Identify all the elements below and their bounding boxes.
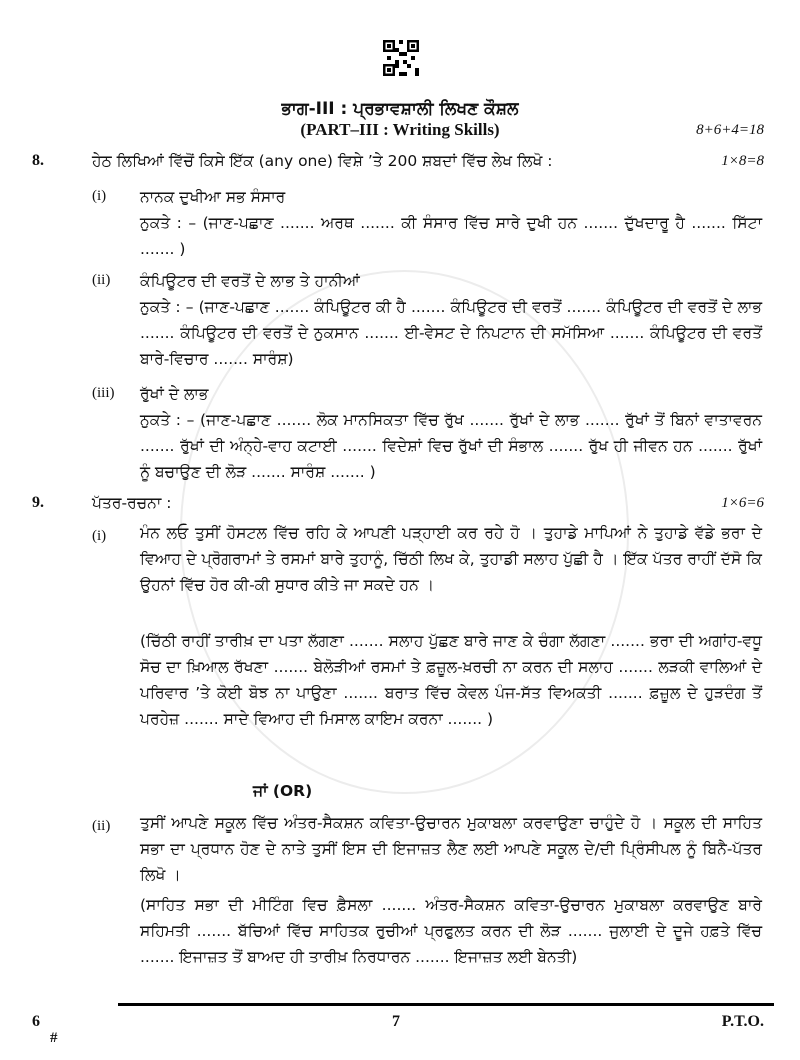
question-8-number: 8. [32,152,44,169]
footer-code: 6 [32,1013,40,1030]
question-8-instruction: ਹੇਠ ਲਿਖਿਆਂ ਵਿੱਚੋਂ ਕਿਸੇ ਇੱਕ (any one) ਵਿਸ਼ੇ ’ਤੇ 200 ਸ਼ਬਦਾਂ ਵਿੱਚ ਲੇਖ ਲਿਖੋ : [92,152,553,170]
q8-option-2-points: ਨੁਕਤੇ : – (ਜਾਣ-ਪਛਾਣ ....... ਕੰਪਿਊਟਰ ਕੀ ਹੈ ....... ਕੰਪਿਊਟਰ ਦੀ ਵਰਤੋਂ ....... ਕੰਪਿਊਟਰ ਦੀ ਵਰਤੋਂ ਦੇ ਲਾਭ ....... ਕੰਪਿਊਟਰ ਦੀ ਵਰਤੋਂ ਦੇ ਨੁਕਸਾਨ ....... ਈ-ਵੇਸਟ ਦੇ ਨਿਪਟਾਨ ਦੀ ਸਮੱਸਿਆ ....... ਕੰਪਿਊਟਰ ਦੀ ਵਰਤੋਂ ਬਾਰੇ-ਵਿਚਾਰ ....... ਸਾਰੰਸ਼) [140,298,762,368]
q8-option-2-number: (ii) [92,272,111,288]
qr-code-icon [383,40,419,76]
q8-option-1-title: ਨਾਨਕ ਦੁਖੀਆ ਸਭ ਸੰਸਾਰ [140,188,286,206]
page-number: 7 [392,1013,400,1030]
question-9-marks: 1×6=6 [721,495,764,511]
q9-option-2-number: (ii) [92,818,111,834]
question-9-number: 9. [32,494,44,511]
section-total-marks: 8+6+4=18 [696,122,764,138]
q8-option-1-points: ਨੁਕਤੇ : – (ਜਾਣ-ਪਛਾਣ ....... ਅਰਥ ....... ਕੀ ਸੰਸਾਰ ਵਿੱਚ ਸਾਰੇ ਦੁਖੀ ਹਨ ....... ਦੁੱਖਦਾਰੂ ਹੈ ....... ਸਿੱਟਾ ....... ) [140,214,762,258]
q9-option-1-number: (i) [92,528,107,544]
section-title-english: (PART–III : Writing Skills) [300,120,500,139]
section-title-punjabi: ਭਾਗ-III : ਪ੍ਰਭਾਵਸ਼ਾਲੀ ਲਿਖਣ ਕੌਸ਼ਲ [281,99,519,119]
q8-option-2-title: ਕੰਪਿਊਟਰ ਦੀ ਵਰਤੋਂ ਦੇ ਲਾਭ ਤੇ ਹਾਨੀਆਂ [140,272,360,290]
q9-option-2-points: (ਸਾਹਿਤ ਸਭਾ ਦੀ ਮੀਟਿੰਗ ਵਿਚ ਫ਼ੈਸਲਾ ....... ਅੰਤਰ-ਸੈਕਸ਼ਨ ਕਵਿਤਾ-ਉਚਾਰਨ ਮੁਕਾਬਲਾ ਕਰਵਾਉਣ ਬਾਰੇ ਸਹਿਮਤੀ ....... ਬੱਚਿਆਂ ਵਿੱਚ ਸਾਹਿਤਕ ਰੁਚੀਆਂ ਪ੍ਰਫੁਲਤ ਕਰਨ ਦੀ ਲੋੜ ....... ਜੁਲਾਈ ਦੇ ਦੂਜੇ ਹਫ਼ਤੇ ਵਿੱਚ ....... ਇਜਾਜ਼ਤ ਤੋਂ ਬਾਅਦ ਹੀ ਤਾਰੀਖ਼ ਨਿਰਧਾਰਨ ....... ਇਜਾਜ਼ਤ ਲਈ ਬੇਨਤੀ) [140,896,762,966]
question-8-marks: 1×8=8 [721,153,764,169]
q8-option-1-number: (i) [92,188,107,204]
footer-hash: # [50,1030,58,1046]
q9-option-1-text: ਮੰਨ ਲਓ ਤੁਸੀਂ ਹੋਸਟਲ ਵਿੱਚ ਰਹਿ ਕੇ ਆਪਣੀ ਪੜ੍ਹਾਈ ਕਰ ਰਹੇ ਹੋ । ਤੁਹਾਡੇ ਮਾਪਿਆਂ ਨੇ ਤੁਹਾਡੇ ਵੱਡੇ ਭਰਾ ਦੇ ਵਿਆਹ ਦੇ ਪ੍ਰੋਗਰਾਮਾਂ ਤੇ ਰਸਮਾਂ ਬਾਰੇ ਤੁਹਾਨੂੰ, ਚਿੱਠੀ ਲਿਖ ਕੇ, ਤੁਹਾਡੀ ਸਲਾਹ ਪੁੱਛੀ ਹੈ । ਇੱਕ ਪੱਤਰ ਰਾਹੀਂ ਦੱਸੋ ਕਿ ਉਹਨਾਂ ਵਿੱਚ ਹੋਰ ਕੀ-ਕੀ ਸੁਧਾਰ ਕੀਤੇ ਜਾ ਸਕਦੇ ਹਨ । [140,524,762,594]
q9-option-1-points: (ਚਿੱਠੀ ਰਾਹੀਂ ਤਾਰੀਖ਼ ਦਾ ਪਤਾ ਲੱਗਣਾ ....... ਸਲਾਹ ਪੁੱਛਣ ਬਾਰੇ ਜਾਣ ਕੇ ਚੰਗਾ ਲੱਗਣਾ ....... ਭਰਾ ਦੀ ਅਗਾਂਹ-ਵਧੂ ਸੋਚ ਦਾ ਖ਼ਿਆਲ ਰੱਖਣਾ ....... ਬੇਲੋੜੀਆਂ ਰਸਮਾਂ ਤੇ ਫ਼ਜ਼ੂਲ-ਖ਼ਰਚੀ ਨਾ ਕਰਨ ਦੀ ਸਲਾਹ ....... ਲੜਕੀ ਵਾਲਿਆਂ ਦੇ ਪਰਿਵਾਰ ’ਤੇ ਕੋਈ ਬੋਝ ਨਾ ਪਾਉਣਾ ....... ਬਰਾਤ ਵਿੱਚ ਕੇਵਲ ਪੰਜ-ਸੱਤ ਵਿਅਕਤੀ ....... ਫ਼ਜ਼ੂਲ ਦੇ ਹੁੜਦੰਗ ਤੋਂ ਪਰਹੇਜ਼ ....... ਸਾਦੇ ਵਿਆਹ ਦੀ ਮਿਸਾਲ ਕਾਇਮ ਕਰਨਾ ....... ) [140,632,762,728]
q9-option-2-text: ਤੁਸੀਂ ਆਪਣੇ ਸਕੂਲ ਵਿੱਚ ਅੰਤਰ-ਸੈਕਸ਼ਨ ਕਵਿਤਾ-ਉਚਾਰਨ ਮੁਕਾਬਲਾ ਕਰਵਾਉਣਾ ਚਾਹੁੰਦੇ ਹੋ । ਸਕੂਲ ਦੀ ਸਾਹਿਤ ਸਭਾ ਦਾ ਪ੍ਰਧਾਨ ਹੋਣ ਦੇ ਨਾਤੇ ਤੁਸੀਂ ਇਸ ਦੀ ਇਜਾਜ਼ਤ ਲੈਣ ਲਈ ਆਪਣੇ ਸਕੂਲ ਦੇ/ਦੀ ਪ੍ਰਿੰਸੀਪਲ ਨੂੰ ਬਿਨੈ-ਪੱਤਰ ਲਿਖੋ । [140,814,762,884]
q8-option-3-number: (iii) [92,385,115,401]
q8-option-3-title: ਰੁੱਖਾਂ ਦੇ ਲਾਭ [140,385,209,403]
q8-option-3-points: ਨੁਕਤੇ : – (ਜਾਣ-ਪਛਾਣ ....... ਲੋਕ ਮਾਨਸਿਕਤਾ ਵਿੱਚ ਰੁੱਖ ....... ਰੁੱਖਾਂ ਦੇ ਲਾਭ ....... ਰੁੱਖਾਂ ਤੋਂ ਬਿਨਾਂ ਵਾਤਾਵਰਨ ....... ਰੁੱਖਾਂ ਦੀ ਅੰਨ੍ਹੇ-ਵਾਹ ਕਟਾਈ ....... ਵਿਦੇਸ਼ਾਂ ਵਿਚ ਰੁੱਖਾਂ ਦੀ ਸੰਭਾਲ ....... ਰੁੱਖ ਹੀ ਜੀਵਨ ਹਨ ....... ਰੁੱਖਾਂ ਨੂੰ ਬਚਾਉਣ ਦੀ ਲੋੜ ....... ਸਾਰੰਸ਼ ....... ) [140,411,762,481]
pto-label: P.T.O. [721,1013,764,1030]
question-9-instruction: ਪੱਤਰ-ਰਚਨਾ : [92,494,172,512]
or-label: ਜਾਂ (OR) [253,782,313,800]
footer-divider [118,1003,774,1006]
